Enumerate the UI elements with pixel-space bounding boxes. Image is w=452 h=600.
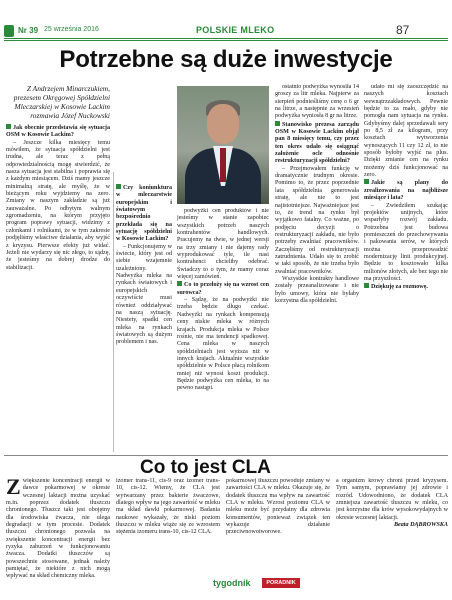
article-paragraph: Wszystkie kontrakty handlowe zostały przeanalizowane i nie było umowy, która nie byłaby korzystna dla spółdzielni. — [275, 275, 359, 304]
footer-brand: tygodnik — [213, 578, 251, 588]
question-text: Stanowisko prezesa zarządu OSM w Kosowie Lackim objął pan 8 miesięcy temu, czy przez ten okres udało się osiągnąć założenie ocle odnośnie restrukturyzacji spółdzielni? — [275, 121, 359, 165]
article-paragraph: – Funkcjonujemy w świecie, który jest od siebie wzajemnie uzależniony. Nadwyżka mleka na rynkach światowych i europejskich oczywiście musi również oddziaływać na naszą sytuację. Niestety, spadki cen mleka na rynkach światowych są dużym problemem i nas. — [116, 243, 172, 346]
interviewee-photo — [177, 86, 269, 204]
article-paragraph: – Jeszcze kilka miesięcy temu mówiłem, że sytuacja spółdzielni jest trudna, ale teraz z pełną odpowiedzialnością mogę stwierdzić, że nasza sytuacja jest stabilna i poprawia się z każdym miesiącem. Dziś mamy jeszcze minimalną stratę, ale myślę, że w bieżącym roku wyjdziemy na zero. Zmiany w naszym zakładzie są już zauważalne. Po odbytym walnym zgromadzeniu, na którym przyjęto program poprawy sytuacji, widzimy z członkami i rolnikami, że w tym zakresie podjęliśmy właściwe działania, aby wyjść z kryzysu. Pierwsze efekty już widać. Jeżeli nie wydarzy się nic złego, to sądzę, że jesteśmy na dobrej drodze do stabilizacji. — [6, 139, 110, 271]
article1-column-1-body — [6, 124, 110, 272]
interview-question — [275, 121, 359, 166]
article2-title: Co to jest CLA — [140, 457, 271, 478]
article2-column-4-text: a organizm krowy chroni przed kryzysem. Tym samym, poprawiamy jej zdrowie i rozród. Udowodniono, że dodatek CLA zmniejsza zawartość tłuszczu w mleku, co jest korzystne dla krów wysokowydajnych w okresie wczesnej laktacji. — [336, 478, 448, 521]
page-header — [0, 22, 452, 42]
publication-logo-icon — [4, 25, 14, 37]
footer-brand-badge: PORADNIK rolniczy — [262, 578, 300, 588]
question-text: Dziękuję za rozmowę. — [371, 284, 428, 291]
article2-column-3-text: pokarmowej tłuszczu powoduje zmiany w zawartości CLA w mleku. Okazuje się, że dodatek tłuszczu ma wpływ na zawartość CLA w mleku. Wzrost poziomu CLA w mleku może być przydatny dla zdrowia konsumentów, ponieważ związek ten wykazuje działanie przeciwnowotworowe. — [226, 478, 330, 536]
dropcap-letter: Z — [6, 478, 21, 499]
article-paragraph: udało mi się zaoszczędzić na naszych kosztach wewnątrzzakładowych. Pewnie będzie to za mało, gdyby nie pomogła nam sytuacja na rynku. Gdybyśmy dalej sprzedawali sery po 8,5 zł za kilogram, przy kosztach wytworzenia wynoszących 11 czy 12 zł, to nie sposób byłoby wyjść na plus. Dzięki zmianie cen na rynku możemy dziś funkcjonować na zero. — [364, 84, 448, 179]
question-text: Jakie są plany do zrealizowania na najbliższe miesiące i lata? — [364, 180, 448, 202]
interview-question — [364, 179, 448, 202]
header-rule — [4, 38, 448, 39]
article1-column-1b — [116, 184, 172, 452]
article2-column-2-text: izomer trans-11, cis-9 oraz izomer trans-10, cis-12. Wiemy, że CLA jest wytwarzany przez bakterie żwaczowe, dlatego wpływ na jego zawartość w mleku ma skład dawki pokarmowej. Badania naukowe wykazały, że niski poziom tłuszczu w mleku wiąże się ze wzrostem stężenia izomeru trans-10, cis-12 CLA. — [116, 478, 220, 536]
article2-column-1-text: większenie koncentracji energii w dawce pokarmowej w okresie wczesnej laktacji można uzyskać m.in. poprzez dodatek tłuszczu chronionego. Tłuszcz taki jest obojętny dla środowiska żwacza, nie ulega degradacji w tym procesie. Dodatek tłuszczu chronionego pozwala na zwiększenie koncentracji energii bez ryzyka zaburzeń w funkcjonowaniu żwacza. Dodatki tłuszczów są powszechnie stosowane, jednak należy pamiętać, że niektóre z nich mogą wpływać na skład chemiczny mleka. — [6, 478, 110, 580]
interview-question — [177, 281, 269, 297]
question-marker-icon — [177, 281, 182, 286]
article-paragraph: ostatnio podwyżka wynosiła 14 groszy za litr mleka. Najpierw za sierpień podnieśliśmy cenę o 6 gr na litrze, a następnie za wrzesień podwyżka wyniosła 8 gr na litrze. — [275, 84, 359, 120]
article2-column-1 — [6, 478, 110, 582]
article2-column-2 — [116, 478, 220, 574]
article1-column-3 — [275, 84, 359, 452]
article1-column-2 — [177, 208, 269, 452]
question-text: Jak obecnie przedstawia się sytuacja OSM w Kosowie Lackim? — [6, 125, 110, 139]
article1-column-3-body — [275, 84, 359, 305]
question-marker-icon — [364, 283, 369, 288]
header-rule-secondary — [4, 40, 448, 41]
article1-column-4-body — [364, 84, 448, 292]
article1-column-1b-body — [116, 184, 172, 347]
question-marker-icon — [116, 184, 121, 189]
question-marker-icon — [275, 121, 280, 126]
interview-question — [6, 124, 110, 140]
article-title: Potrzebne są duże inwestycje — [59, 46, 393, 73]
interview-question — [116, 184, 172, 244]
issue-date: 25 września 2016 — [44, 26, 99, 33]
author-signature: Beata DĄBROWSKA — [393, 522, 448, 529]
interview-question — [364, 283, 448, 291]
question-text: Co to przełoży się na wzrost cen surowca? — [177, 282, 269, 296]
article-lead: Z Andrzejem Minarczukiem, prezesem Okręgowej Spółdzielni Mleczarskiej w Kosowie Lackim rozmawia Józef Nuckowski — [13, 84, 110, 120]
article1-column-4 — [364, 84, 448, 452]
article1-column-1 — [6, 84, 110, 452]
article-paragraph: podwyżki cen produktów i nie jesteśmy w stanie zapobiec wszystkich potrzeb naszych kontrahentów handlowych. Pracujemy na dwie, w jednej wersji na trzy zmiany i nie dajemy rady wyprodukować tyle, ile nasi kontrahenci chcieliby odebrać. Świadczy to o tym, że mamy coraz więcej zamówień. — [177, 208, 269, 281]
issue-number: Nr 39 — [18, 26, 39, 35]
question-marker-icon — [364, 179, 369, 184]
question-marker-icon — [6, 124, 11, 129]
article-paragraph: – Przejmowałem funkcję w dramatycznie trudnym okresie. Pomimo to, że przez poprzednie lata spółdzielnia generowała stratę, ale nie to jest najistotniejsze. Najważniejsze jest to, że trend na rynku był wyjątkowo fatalny. Co ważne, po podjęciu decyzji o restrukturyzacji zakładu, nie było potrzeby zwalniać pracowników. Zaczęliśmy od restrukturyzacji zatrudnienia. Udało się to zrobić w taki sposób, że nie trzeba było zwalniać pracowników. — [275, 165, 359, 275]
article2-column-4 — [336, 478, 448, 582]
column-divider — [113, 172, 114, 452]
article1-column-2-body — [177, 208, 269, 393]
article-paragraph: – Sądzę, że na podwyżki nie trzeba będzie długo czekać. Nadwyżki na rynkach kompensują ceny niskie mleka w różnych krajach. Produkcja mleka w Polsce rośnie, nie ma tendencji spadkowej. Cena mleka w naszych spółdzielniach jest wyższa niż w innych krajach. Aktualnie wszystkie spółdzielnie w Polsce płacą rolnikom mniej niż wynosi koszt produkcji. Będzie podwyżka cen mleka, to na pewno nastąpi. — [177, 297, 269, 392]
article-paragraph: – Zwiedziłem szukając projektów unijnych, które wsparłyby rozwój zakładu. Potrzebna jest budowa pomieszczeń do przechowywania i pakowania serów, w których można przeprowadzić modernizację linii produkcyjnej. Będzie to kosztowało kilka milionów złotych, ale bez tego nie ma przyszłości. — [364, 202, 448, 282]
section-title: POLSKIE MLEKO — [196, 25, 275, 35]
page-number: 87 — [396, 23, 410, 37]
article-divider — [4, 455, 448, 456]
question-text: Czy koniunktura w mleczarstwie europejskim i światowym bezpośrednio przekłada się na sytuację spółdzielni w Kosowie Lackim? — [116, 185, 172, 243]
article2-column-3 — [226, 478, 330, 574]
